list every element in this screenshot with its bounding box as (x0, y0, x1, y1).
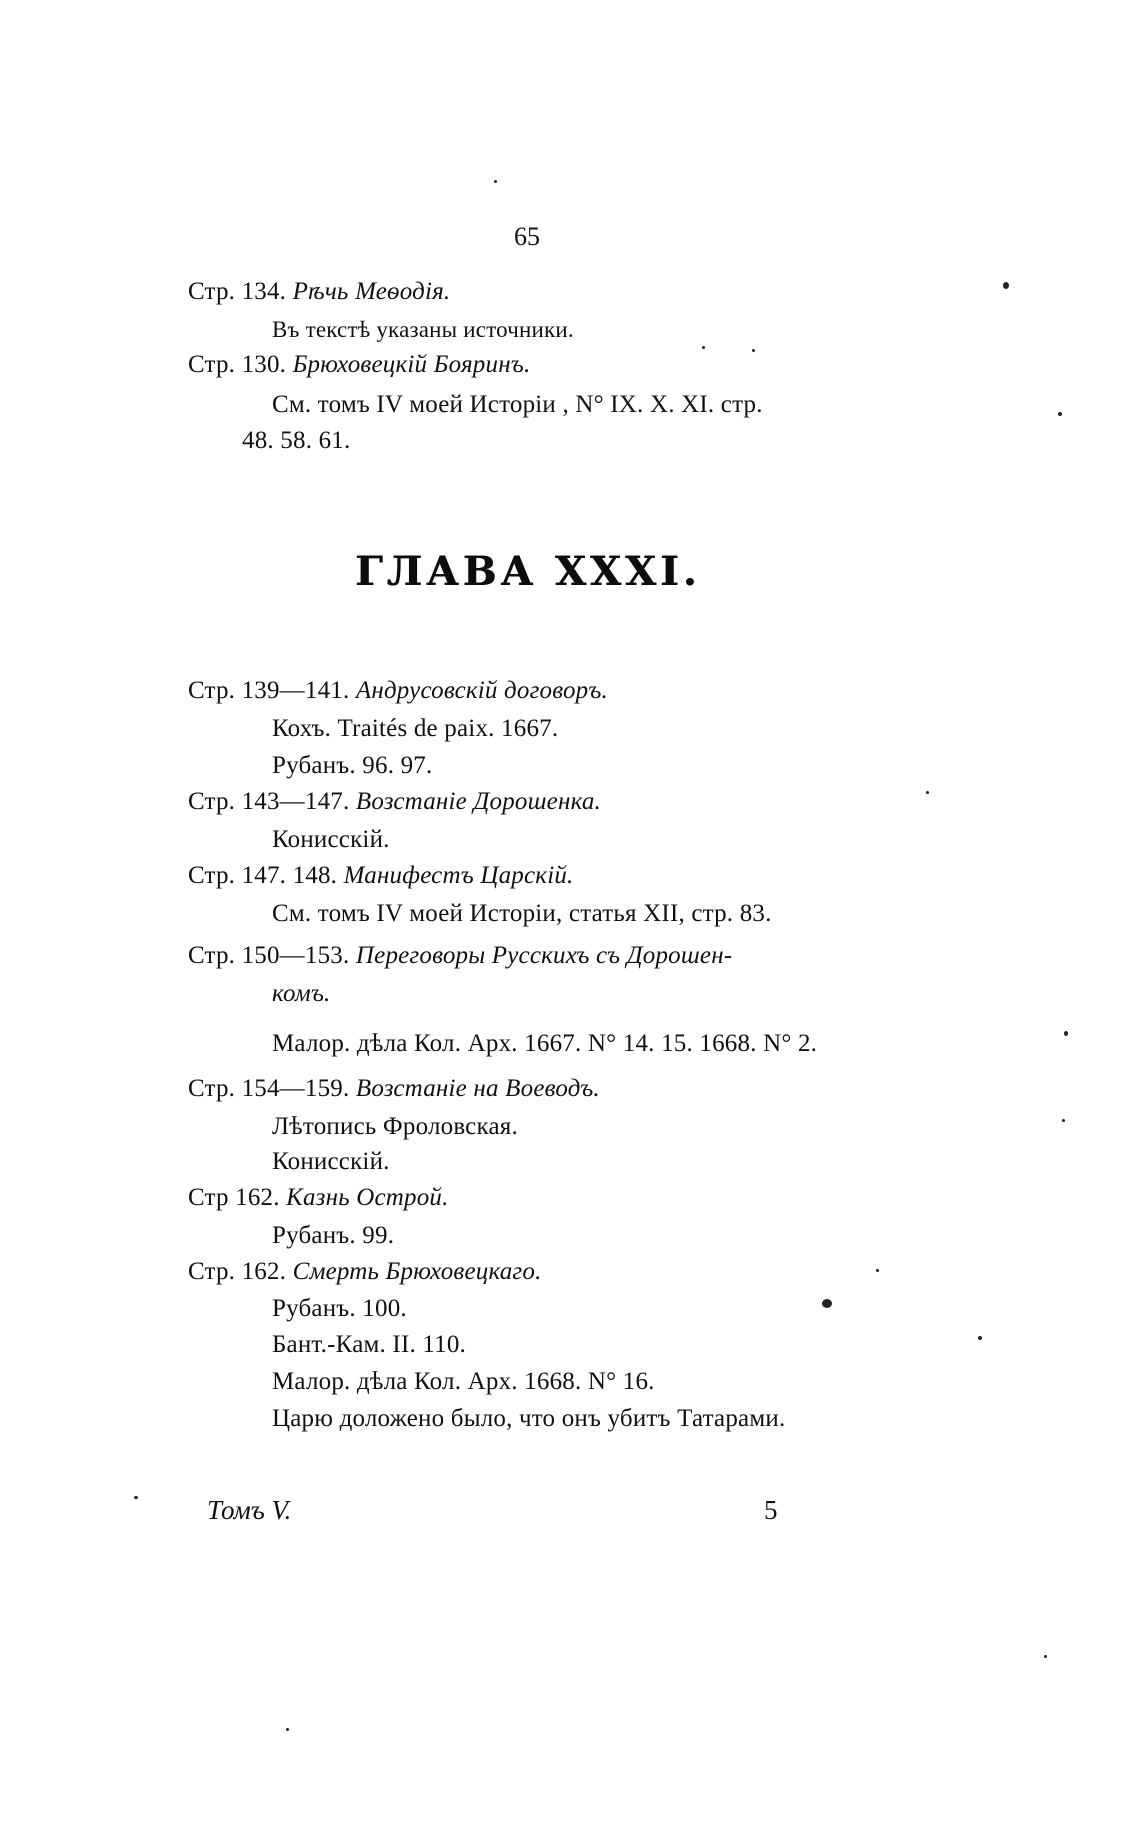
scan-speck (752, 349, 755, 352)
scan-speck (1003, 282, 1009, 289)
entry-ref: Стр. 150—153. (188, 942, 356, 969)
entry-title: Андрусовскій договоръ. (355, 677, 609, 704)
source-line: Царю доложено было, что онъ убитъ Татарами. (272, 1405, 786, 1432)
entry-title: Возстаніе Дорошенка. (355, 788, 602, 815)
source-line: См. томъ IV моей Исторіи , N° IX. X. XI. стр. (272, 391, 763, 418)
entry-line (188, 349, 530, 381)
signature-mark: 5 (764, 1495, 778, 1525)
source-line: Въ текстѣ указаны источники. (272, 317, 574, 342)
entry-line (188, 276, 450, 308)
scan-speck (702, 346, 705, 349)
scan-speck (1062, 1119, 1065, 1122)
entry-ref: Стр. 147. 148. (188, 862, 344, 889)
scan-speck (822, 1299, 832, 1308)
source-line: Бант.-Кам. II. 110. (272, 1331, 466, 1358)
entry-title: Рѣчь Меѳодія. (292, 278, 451, 305)
entry-title: Брюховецкій Бояринъ. (292, 351, 531, 378)
entry-ref: Стр 162. (188, 1184, 287, 1211)
entry-line (188, 786, 601, 818)
source-line: См. томъ IV моей Исторіи, статья XII, стр. 83. (272, 900, 772, 927)
entry-ref: Стр. 130. (188, 351, 293, 378)
source-line: Малор. дѣла Кол. Арх. 1667. N° 14. 15. 1668. N° 2. (272, 1030, 818, 1057)
entry-ref: Стр. 139—141. (188, 677, 356, 704)
entry-title: Манифестъ Царскій. (343, 862, 574, 889)
scan-speck (494, 180, 497, 183)
entry-line (188, 1182, 449, 1214)
entry-title: Переговоры Русскихъ съ Дорошен- (355, 942, 733, 969)
entry-title: Возстаніе на Воеводъ. (355, 1075, 600, 1102)
scan-speck (1044, 1655, 1047, 1658)
entry-ref: Стр. 143—147. (188, 788, 356, 815)
page-number: 65 (514, 222, 540, 251)
entry-line (188, 1073, 600, 1105)
scan-speck (926, 791, 929, 794)
source-line: Рубанъ. 99. (272, 1222, 395, 1249)
entry-ref: Стр. 134. (188, 278, 293, 305)
source-line: Конисскій. (272, 1148, 390, 1175)
scan-speck (876, 1269, 879, 1272)
entry-title-continuation: комъ. (272, 980, 331, 1007)
entry-ref: Стр. 162. (188, 1258, 293, 1285)
scan-speck (1064, 1031, 1068, 1036)
source-line: Рубанъ. 100. (272, 1295, 407, 1322)
entry-line (188, 940, 732, 972)
entry-title: Смерть Брюховецкаго. (292, 1258, 542, 1285)
volume-footer: Томъ V. (207, 1495, 292, 1525)
scan-speck (134, 1496, 138, 1499)
source-line: Кохъ. Traités de paix. 1667. (272, 715, 559, 742)
source-line: Конисскій. (272, 826, 390, 853)
entry-line (188, 860, 573, 892)
source-line: Рубанъ. 96. 97. (272, 752, 433, 779)
scan-speck (1058, 412, 1062, 416)
entry-ref: Стр. 154—159. (188, 1075, 356, 1102)
entry-title: Казнь Острой. (286, 1184, 449, 1211)
entry-line (188, 1256, 542, 1288)
scan-speck (978, 1336, 982, 1340)
entry-line (188, 675, 608, 707)
source-line: Лѣтопись Фроловская. (272, 1113, 518, 1140)
source-line: 48. 58. 61. (242, 427, 351, 454)
source-line: Малор. дѣла Кол. Арх. 1668. N° 16. (272, 1368, 655, 1395)
scan-speck (286, 1728, 289, 1731)
chapter-heading: ГЛАВА XXXI. (355, 548, 701, 595)
